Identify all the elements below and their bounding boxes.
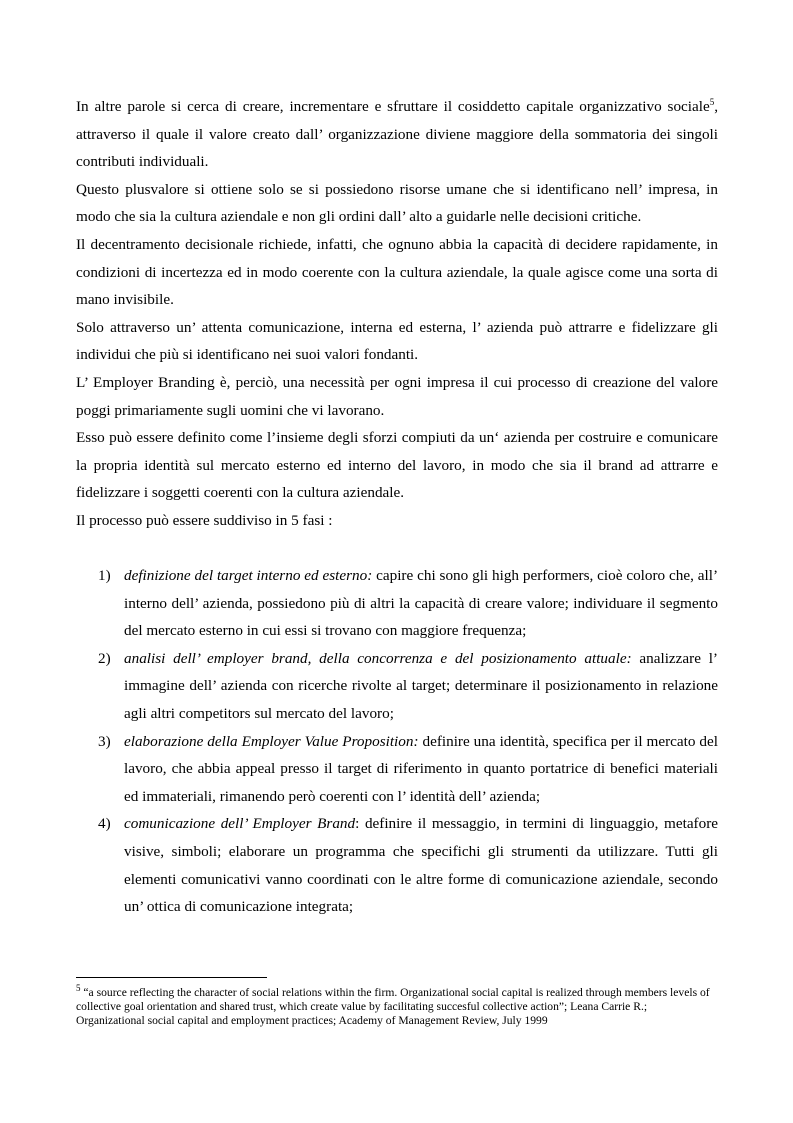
list-item-title: elaborazione della Employer Value Proposition: [124,732,419,750]
list-item-title: definizione del target interno ed esterno: [124,567,373,584]
paragraph-3: Il decentramento decisionale richiede, infatti, che ognuno abbia la capacità di decidere rapidamente, in condizioni di incertezza ed in modo coerente con la cultura aziendale, la quale agisce come una sorta di mano invisibile. [76,235,718,309]
list-item [76,645,718,728]
footnote-divider [76,977,267,978]
list-item-text: capire chi sono gli high performers, cioè coloro che, all’ interno dell’ azienda, possiedono più di altri la capacità di creare valore; individuare il segmento del mercato esterno in cui essi si trovano con maggiore frequenza; [124,567,719,640]
list-item-number: 3) [98,732,111,750]
paragraph-5: L’ Employer Branding è, perciò, una necessità per ogni impresa il cui processo di creazione del valore poggi primariamente sugli uomini che vi lavorano. [76,373,718,419]
list-item-text: analizzare l’ immagine dell’ azienda con ricerche rivolte al target; determinare il posizionamento in relazione agli altri competitors sul mercato del lavoro; [124,649,718,722]
list-item-title: analisi dell’ employer brand, della concorrenza e del posizionamento attuale: [124,649,632,667]
list-item [76,728,718,811]
paragraph-2: Questo plusvalore si ottiene solo se si possiedono risorse umane che si identificano nell’ impresa, in modo che sia la cultura aziendale e non gli ordini dall’ alto a guidarle nelle decisioni critiche. [76,180,718,226]
phases-list [76,562,718,921]
footnote-number: 5 [76,983,81,994]
list-item [76,562,718,645]
list-item-number: 4) [98,815,111,833]
footnote-text: “a source reflecting the character of social relations within the firm. Organizational social capital is realized through members levels of collective goal orientation and shared trust, which create value by facilitating succesful collective action”; Leana Carrie R.; Organizational social capital and employment practices; Academy of Management Review, July 1999 [76,986,710,1028]
list-item [76,810,718,920]
list-item-number: 2) [98,649,111,667]
list-item-text: : definire il messaggio, in termini di linguaggio, metafore visive, simboli; elaborare un programma che specifichi gli strumenti da utilizzare. Tutti gli elementi comunicativi vanno coordinati con le altre forme di comunicazione aziendale, secondo un’ ottica di comunicazione integrata; [124,815,719,916]
footnote [76,983,718,1029]
paragraph-1 [76,93,718,176]
body-text [76,93,718,535]
paragraph-1-text-a: In altre parole si cerca di creare, incrementare e sfruttare il cosiddetto capitale organizzativo sociale [76,98,710,115]
paragraph-7: Il processo può essere suddiviso in 5 fasi : [76,511,333,529]
paragraph-6: Esso può essere definito come l’insieme degli sforzi compiuti da un‘ azienda per costruire e comunicare la propria identità sul mercato esterno ed interno del lavoro, in modo che sia il brand ad attrarre e fidelizzare i soggetti coerenti con la cultura aziendale. [76,429,718,502]
footnote-ref[interactable]: 5 [709,96,715,107]
list-item-number: 1) [98,567,111,584]
paragraph-4: Solo attraverso un’ attenta comunicazione, interna ed esterna, l’ azienda può attrarre e fidelizzare gli individui che più si identificano nei suoi valori fondanti. [76,318,718,364]
paragraph-1-text-b: , attraverso il quale il valore creato dall’ organizzazione diviene maggiore della sommatoria dei singoli contributi individuali. [76,98,718,171]
list-item-title: comunicazione dell’ Employer Brand [124,815,356,833]
list-item-text: definire una identità, specifica per il mercato del lavoro, che abbia appeal presso il target di riferimento in quanto portatrice di benefici materiali ed immateriali, rimanendo però coerenti con l’ identità dell’ azienda; [124,732,718,805]
